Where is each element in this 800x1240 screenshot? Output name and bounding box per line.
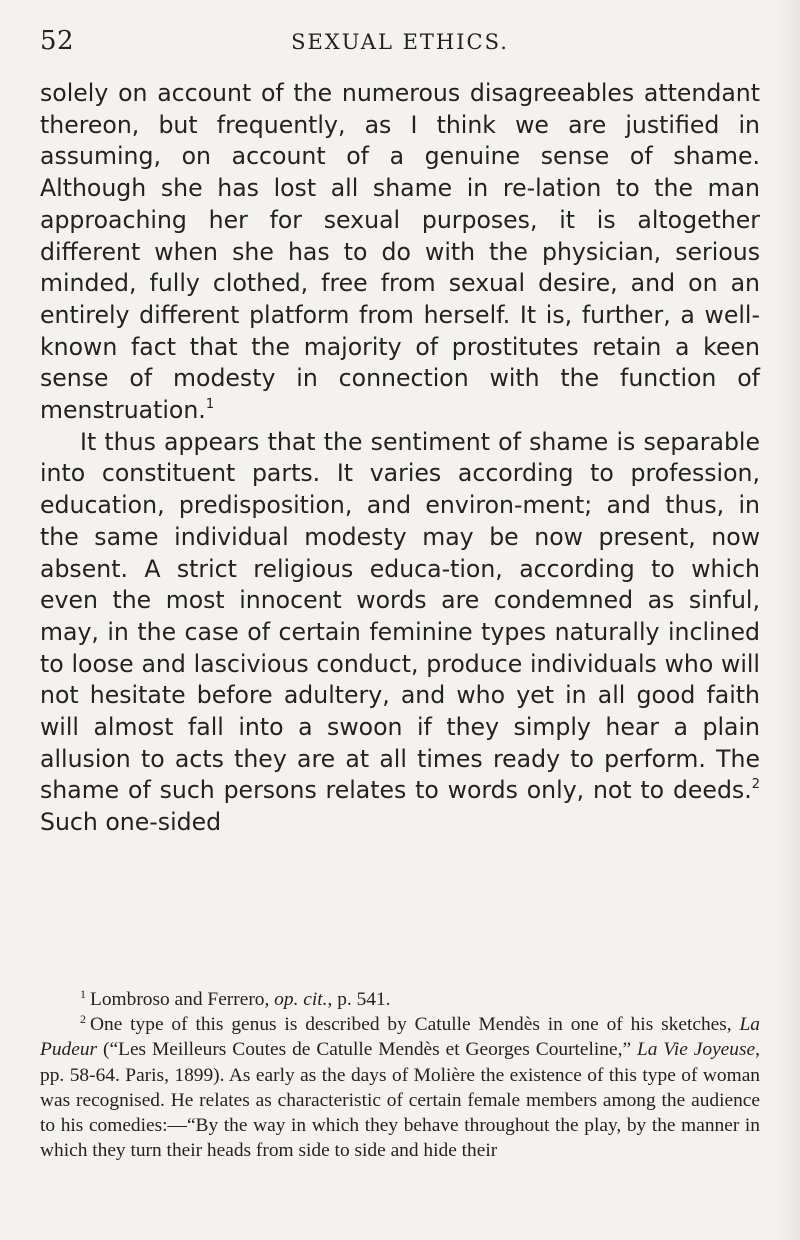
page-edge-shading bbox=[778, 0, 800, 1240]
footnote-2 bbox=[40, 1012, 760, 1163]
footnote-1-text: Lombroso and Ferrero, bbox=[90, 989, 275, 1010]
footnote-ref-2: 2 bbox=[751, 777, 760, 793]
paragraph-2 bbox=[40, 427, 760, 839]
paragraph-2-text: It thus appears that the sentiment of shame is separable into constituent parts. It varies according to profession, education, predisposition, and environ-ment; and thus, in the same individual modesty may be now present, now absent. A strict religious educa-tion, according to which even the most innocent words are condemned as sinful, may, in the case of certain feminine types naturally inclined to loose and lascivious conduct, produce individuals who will not hesitate before adultery, and who yet in all good faith will almost fall into a swoon if they simply hear a plain allusion to acts they are at all times ready to perform. The shame of such persons relates to words only, not to deeds. bbox=[40, 427, 760, 805]
footnote-1 bbox=[40, 987, 760, 1012]
footnote-ref-1: 1 bbox=[205, 397, 215, 413]
footnote-2-text: One type of this genus is described by Catulle Mendès in one of his sketches, bbox=[90, 1014, 740, 1036]
footnote-2-text-b: (“Les Meilleurs Coutes de Catulle Mendès et Georges Courteline,” bbox=[97, 1039, 638, 1061]
footnote-1-italic: op. cit. bbox=[274, 989, 328, 1010]
paragraph-1 bbox=[40, 78, 760, 427]
running-head: SEXUAL ETHICS. bbox=[291, 30, 509, 54]
footnote-1-number: 1 bbox=[80, 987, 86, 1001]
page-header bbox=[0, 26, 800, 62]
footnotes bbox=[40, 987, 760, 1163]
paragraph-2-tail: Such one-sided bbox=[40, 808, 222, 837]
footnote-2-title: La Pudeur bbox=[40, 1014, 760, 1061]
body-text bbox=[40, 78, 760, 839]
footnote-2-number: 2 bbox=[80, 1012, 86, 1027]
footnote-2-text-c: , pp. 58-64. Paris, 1899). As early as the days of Molière the existence of this type of woman was recognised. He relates as characteristic of certain female members among the audience to his comedies:—“By the way in which they behave throughout the play, by the manner in which they turn their heads from side to side and hide their bbox=[40, 1039, 760, 1162]
footnote-2-source: La Vie Joyeuse bbox=[637, 1039, 756, 1061]
page-number: 52 bbox=[40, 26, 75, 56]
paragraph-1-text: solely on account of the numerous disagreeables attendant thereon, but frequently, as I think we are justified in assuming, on account of a genuine sense of shame. Although she has lost all shame in re-lation to the man approaching her for sexual purposes, it is altogether different when she has to do with the physician, serious minded, fully clothed, free from sexual desire, and on an entirely different platform from herself. It is, further, a well-known fact that the majority of prostitutes retain a keen sense of modesty in connection with the function of menstruation. bbox=[40, 79, 760, 425]
footnote-1-tail: , p. 541. bbox=[327, 989, 391, 1010]
